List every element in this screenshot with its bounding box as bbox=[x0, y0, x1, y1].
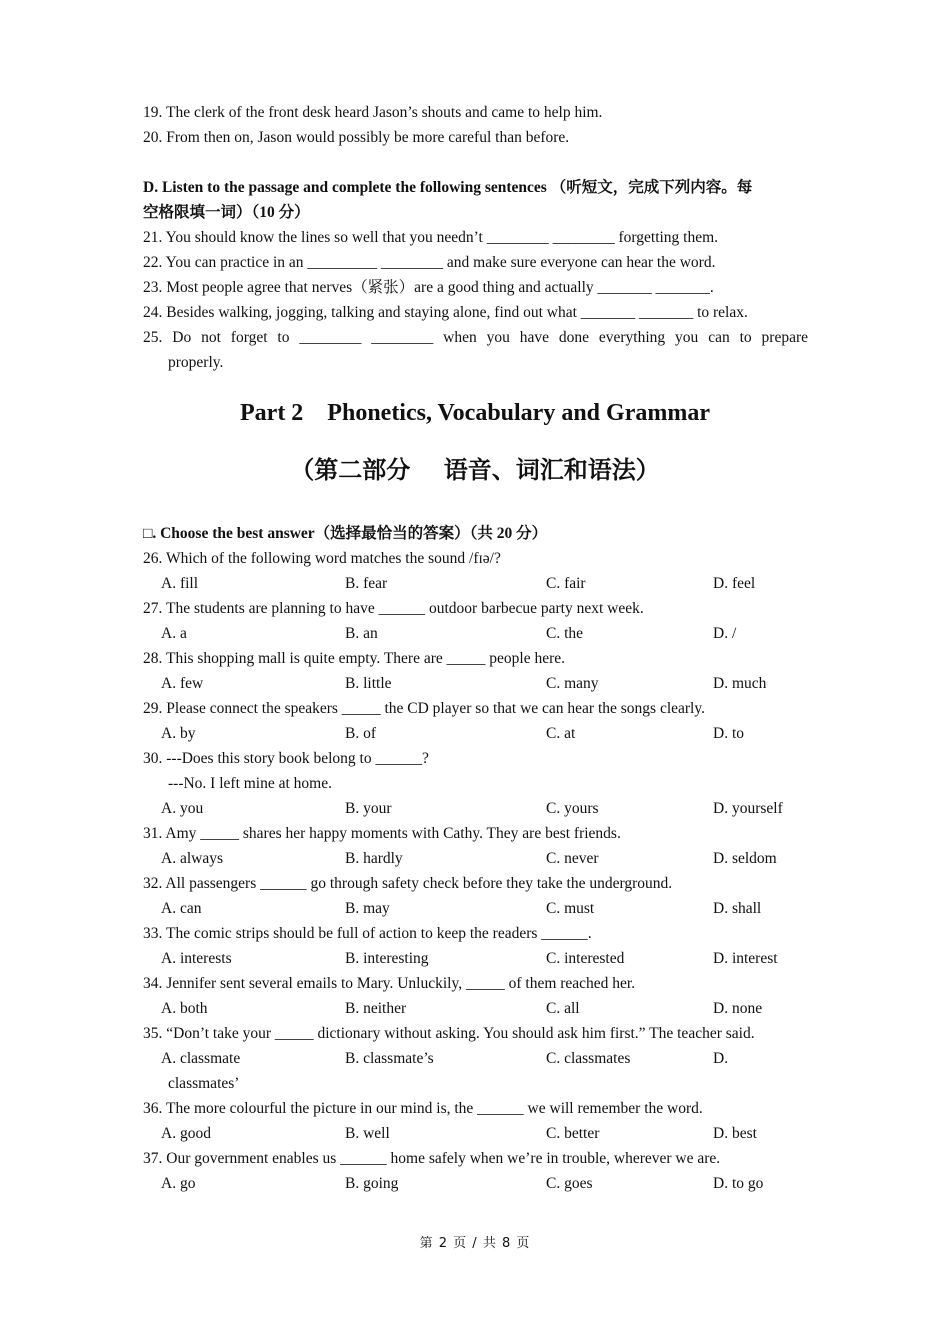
option-d: D. feel bbox=[713, 575, 756, 592]
option-b: B. of bbox=[345, 725, 376, 742]
option-c: C. the bbox=[546, 625, 584, 642]
option-c: C. interested bbox=[546, 950, 625, 967]
question-stem: 35. “Don’t take your _____ dictionary without asking. You should ask him first.” The teacher said. bbox=[143, 1025, 755, 1042]
option-c: C. at bbox=[546, 725, 576, 742]
option-d: D. interest bbox=[713, 950, 778, 967]
question-37 bbox=[143, 1146, 808, 1196]
option-d: D. shall bbox=[713, 900, 762, 917]
option-d: D. to go bbox=[713, 1175, 764, 1192]
option-b: B. may bbox=[345, 900, 390, 917]
option-d-wrap: classmates’ bbox=[168, 1075, 240, 1092]
option-a: A. you bbox=[161, 800, 204, 817]
question-27 bbox=[143, 596, 808, 646]
part2-title-cn: （第二部分 语音、词汇和语法） bbox=[290, 456, 660, 484]
option-a: A. few bbox=[161, 675, 204, 692]
question-30 bbox=[143, 746, 808, 821]
option-c: C. fair bbox=[546, 575, 586, 592]
part2-title-en: Part 2 Phonetics, Vocabulary and Grammar bbox=[240, 400, 710, 426]
question-29 bbox=[143, 696, 808, 746]
question-31 bbox=[143, 821, 808, 871]
top-section bbox=[143, 100, 808, 375]
question-25-line1: 25. Do not forget to ________ ________ when you have done everything you can to prepare bbox=[143, 329, 808, 346]
option-d: D. yourself bbox=[713, 800, 783, 817]
option-a: A. go bbox=[161, 1175, 196, 1192]
section-d-heading-line1: D. Listen to the passage and complete the following sentences （听短文，完成下列内容。每 bbox=[143, 179, 753, 196]
option-c: C. all bbox=[546, 1000, 580, 1017]
question-19: 19. The clerk of the front desk heard Jason’s shouts and came to help him. bbox=[143, 104, 603, 121]
option-b: B. going bbox=[345, 1175, 399, 1192]
option-b: B. little bbox=[345, 675, 392, 692]
option-c: C. many bbox=[546, 675, 599, 692]
option-d: D. seldom bbox=[713, 850, 777, 867]
option-d: D. much bbox=[713, 675, 767, 692]
question-26 bbox=[143, 546, 808, 596]
question-stem: 34. Jennifer sent several emails to Mary. Unluckily, _____ of them reached her. bbox=[143, 975, 636, 992]
question-stem: 36. The more colourful the picture in our mind is, the ______ we will remember the word. bbox=[143, 1100, 703, 1117]
option-b: B. classmate’s bbox=[345, 1050, 434, 1067]
question-22: 22. You can practice in an _________ ________ and make sure everyone can hear the word. bbox=[143, 254, 716, 271]
option-a: A. good bbox=[161, 1125, 211, 1142]
question-stem-reply: ---No. I left mine at home. bbox=[168, 775, 332, 792]
option-b: B. fear bbox=[345, 575, 388, 592]
option-a: A. can bbox=[161, 900, 202, 917]
question-35 bbox=[143, 1021, 808, 1096]
option-b: B. well bbox=[345, 1125, 390, 1142]
page-footer: 第 2 页 / 共 8 页 bbox=[419, 1236, 531, 1251]
option-a: A. interests bbox=[161, 950, 232, 967]
question-23: 23. Most people agree that nerves（紧张）are a good thing and actually _______ _______. bbox=[143, 279, 714, 296]
option-c: C. better bbox=[546, 1125, 600, 1142]
question-stem: 33. The comic strips should be full of action to keep the readers ______. bbox=[143, 925, 592, 942]
option-a: A. both bbox=[161, 1000, 208, 1017]
option-a: A. by bbox=[161, 725, 196, 742]
option-c: C. never bbox=[546, 850, 599, 867]
option-d: D. to bbox=[713, 725, 744, 742]
option-b: B. an bbox=[345, 625, 378, 642]
option-b: B. your bbox=[345, 800, 392, 817]
question-36 bbox=[143, 1096, 808, 1146]
question-25-line2: properly. bbox=[168, 354, 224, 371]
question-33 bbox=[143, 921, 808, 971]
question-20: 20. From then on, Jason would possibly be more careful than before. bbox=[143, 129, 570, 146]
section-i bbox=[143, 521, 808, 1196]
question-stem: 37. Our government enables us ______ home safely when we’re in trouble, wherever we are. bbox=[143, 1150, 721, 1167]
question-stem: 32. All passengers ______ go through safety check before they take the underground. bbox=[143, 875, 673, 892]
question-stem: 30. ---Does this story book belong to ______? bbox=[143, 750, 429, 767]
option-b: B. neither bbox=[345, 1000, 407, 1017]
option-c: C. yours bbox=[546, 800, 599, 817]
question-24: 24. Besides walking, jogging, talking and staying alone, find out what _______ _______ to relax. bbox=[143, 304, 748, 321]
option-a: A. fill bbox=[161, 575, 199, 592]
option-d: D. none bbox=[713, 1000, 763, 1017]
question-32 bbox=[143, 871, 808, 921]
section-d-heading-line2: 空格限填一词）（10 分） bbox=[143, 204, 310, 221]
option-d: D. best bbox=[713, 1125, 757, 1142]
question-21: 21. You should know the lines so well that you needn’t ________ ________ forgetting them. bbox=[143, 229, 719, 246]
question-stem: 31. Amy _____ shares her happy moments with Cathy. They are best friends. bbox=[143, 825, 621, 842]
question-28 bbox=[143, 646, 808, 696]
question-34 bbox=[143, 971, 808, 1021]
question-stem: 29. Please connect the speakers _____ the CD player so that we can hear the songs clearly. bbox=[143, 700, 705, 717]
option-b: B. interesting bbox=[345, 950, 429, 967]
question-stem: 26. Which of the following word matches the sound /fɪə/? bbox=[143, 550, 501, 567]
option-d: D. bbox=[713, 1050, 729, 1067]
option-a: A. a bbox=[161, 625, 187, 642]
option-c: C. goes bbox=[546, 1175, 593, 1192]
option-c: C. must bbox=[546, 900, 595, 917]
section-i-heading: □. Choose the best answer（选择最恰当的答案）（共 20 分） bbox=[143, 525, 548, 542]
option-a: A. always bbox=[161, 850, 223, 867]
option-a: A. classmate bbox=[161, 1050, 241, 1067]
option-d: D. / bbox=[713, 625, 737, 642]
question-stem: 27. The students are planning to have ______ outdoor barbecue party next week. bbox=[143, 600, 644, 617]
option-b: B. hardly bbox=[345, 850, 403, 867]
option-c: C. classmates bbox=[546, 1050, 631, 1067]
question-stem: 28. This shopping mall is quite empty. There are _____ people here. bbox=[143, 650, 565, 667]
